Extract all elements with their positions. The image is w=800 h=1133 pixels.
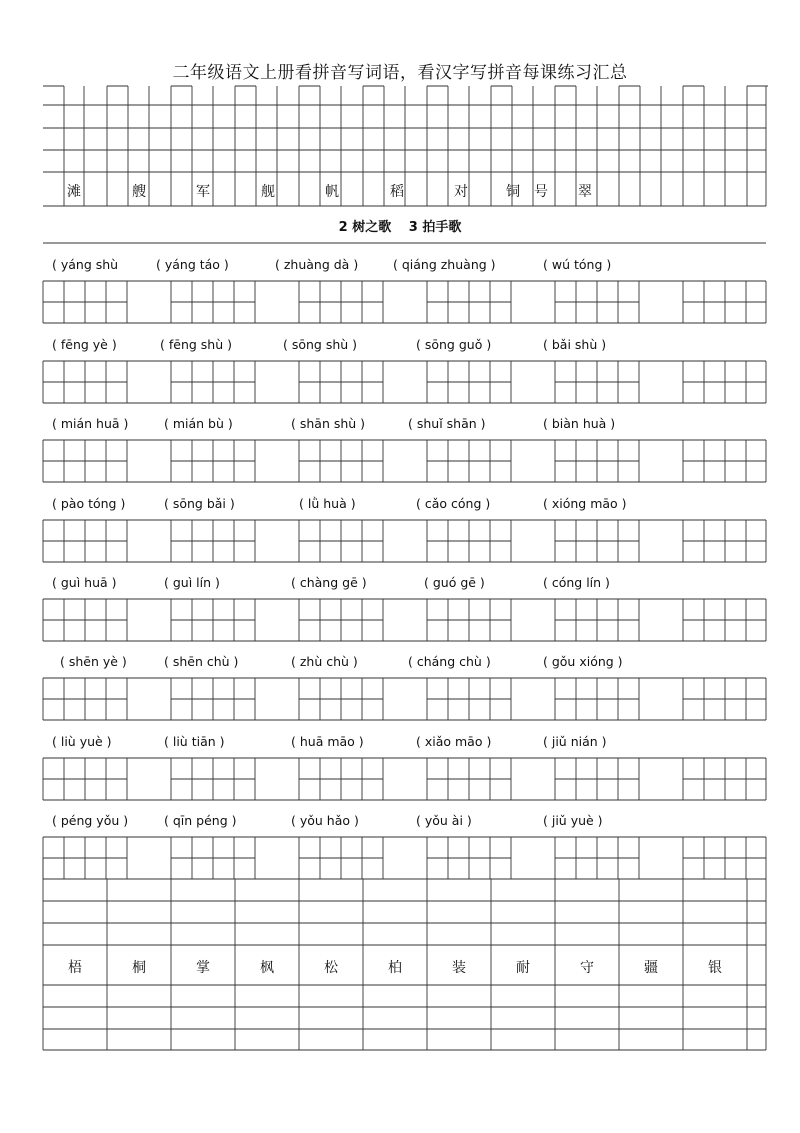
pinyin-prompt: ( shēn chù ): [164, 654, 239, 669]
pinyin-prompt: ( zhù chù ): [291, 654, 358, 669]
pinyin-prompt: ( yáng shù: [52, 257, 119, 272]
pinyin-prompt: ( mián huā ): [52, 416, 129, 431]
top-char: 军: [196, 184, 210, 200]
pinyin-prompt: ( qīn péng ): [164, 813, 237, 828]
pinyin-prompt: ( bǎi shù ): [543, 337, 607, 352]
pinyin-prompt: ( cháng chù ): [408, 654, 491, 669]
pinyin-prompt: ( liù tiān ): [164, 734, 225, 749]
pinyin-prompt: ( sōng bǎi ): [164, 496, 235, 511]
pinyin-prompt: ( guì huā ): [52, 575, 117, 590]
pinyin-prompt: ( lǜ huà ): [299, 496, 356, 511]
pinyin-prompt: ( shuǐ shān ): [408, 416, 486, 431]
pinyin-prompt: ( pào tóng ): [52, 496, 126, 511]
bottom-char: 银: [708, 960, 722, 976]
section-title: 2 树之歌 3 拍手歌: [338, 220, 462, 235]
pinyin-prompt: ( biàn huà ): [543, 416, 616, 431]
top-char: 滩: [67, 184, 81, 200]
pinyin-prompt: ( cóng lín ): [543, 575, 610, 590]
pinyin-prompt: ( guó gē ): [424, 575, 485, 590]
pinyin-prompt: ( cǎo cóng ): [416, 496, 491, 511]
pinyin-prompt: ( qiáng zhuàng ): [393, 257, 496, 272]
top-char: 稻: [390, 184, 404, 200]
pinyin-prompt: ( fēng yè ): [52, 337, 117, 352]
bottom-char: 掌: [196, 960, 210, 976]
pinyin-prompt: ( xióng māo ): [543, 496, 627, 511]
pinyin-prompt: ( shēn yè ): [60, 654, 127, 669]
pinyin-prompt: ( yǒu ài ): [416, 813, 472, 828]
pinyin-prompt: ( shān shù ): [291, 416, 366, 431]
bottom-char: 守: [580, 960, 594, 976]
pinyin-prompt: ( wú tóng ): [543, 257, 612, 272]
bottom-char: 松: [324, 960, 338, 976]
top-char: 对: [454, 184, 468, 200]
top-char: 舰: [261, 184, 275, 200]
bottom-char: 疆: [644, 960, 658, 976]
page-title: 二年级语文上册看拼音写词语，看汉字写拼音每课练习汇总: [172, 63, 628, 83]
bottom-char: 装: [452, 960, 466, 976]
pinyin-prompt: ( sōng guǒ ): [416, 337, 492, 352]
pinyin-prompt: ( guì lín ): [164, 575, 220, 590]
pinyin-prompt: ( gǒu xióng ): [543, 654, 623, 669]
pinyin-prompt: ( fēng shù ): [160, 337, 232, 352]
bottom-char: 梧: [68, 960, 82, 976]
pinyin-prompt: ( huā māo ): [291, 734, 364, 749]
bottom-char: 枫: [260, 960, 274, 976]
top-char: 帆: [325, 184, 339, 200]
bottom-char: 耐: [516, 960, 530, 976]
pinyin-prompt: ( yǒu hǎo ): [291, 813, 359, 828]
pinyin-prompt: ( chàng gē ): [291, 575, 367, 590]
pinyin-prompt: ( sōng shù ): [283, 337, 358, 352]
top-char: 翠: [578, 184, 592, 200]
pinyin-prompt: ( yáng táo ): [156, 257, 229, 272]
top-char: 号: [534, 184, 548, 200]
pinyin-prompt: ( jiǔ yuè ): [543, 813, 603, 828]
pinyin-prompt: ( liù yuè ): [52, 734, 112, 749]
top-char: 铜: [506, 184, 520, 200]
bottom-char: 桐: [132, 960, 146, 976]
bottom-char: 柏: [388, 960, 402, 976]
pinyin-prompt: ( jiǔ nián ): [543, 734, 607, 749]
pinyin-prompt: ( xiǎo māo ): [416, 734, 492, 749]
pinyin-prompt: ( mián bù ): [164, 416, 233, 431]
top-char: 艘: [132, 184, 146, 200]
pinyin-prompt: ( zhuàng dà ): [275, 257, 359, 272]
pinyin-prompt: ( péng yǒu ): [52, 813, 129, 828]
